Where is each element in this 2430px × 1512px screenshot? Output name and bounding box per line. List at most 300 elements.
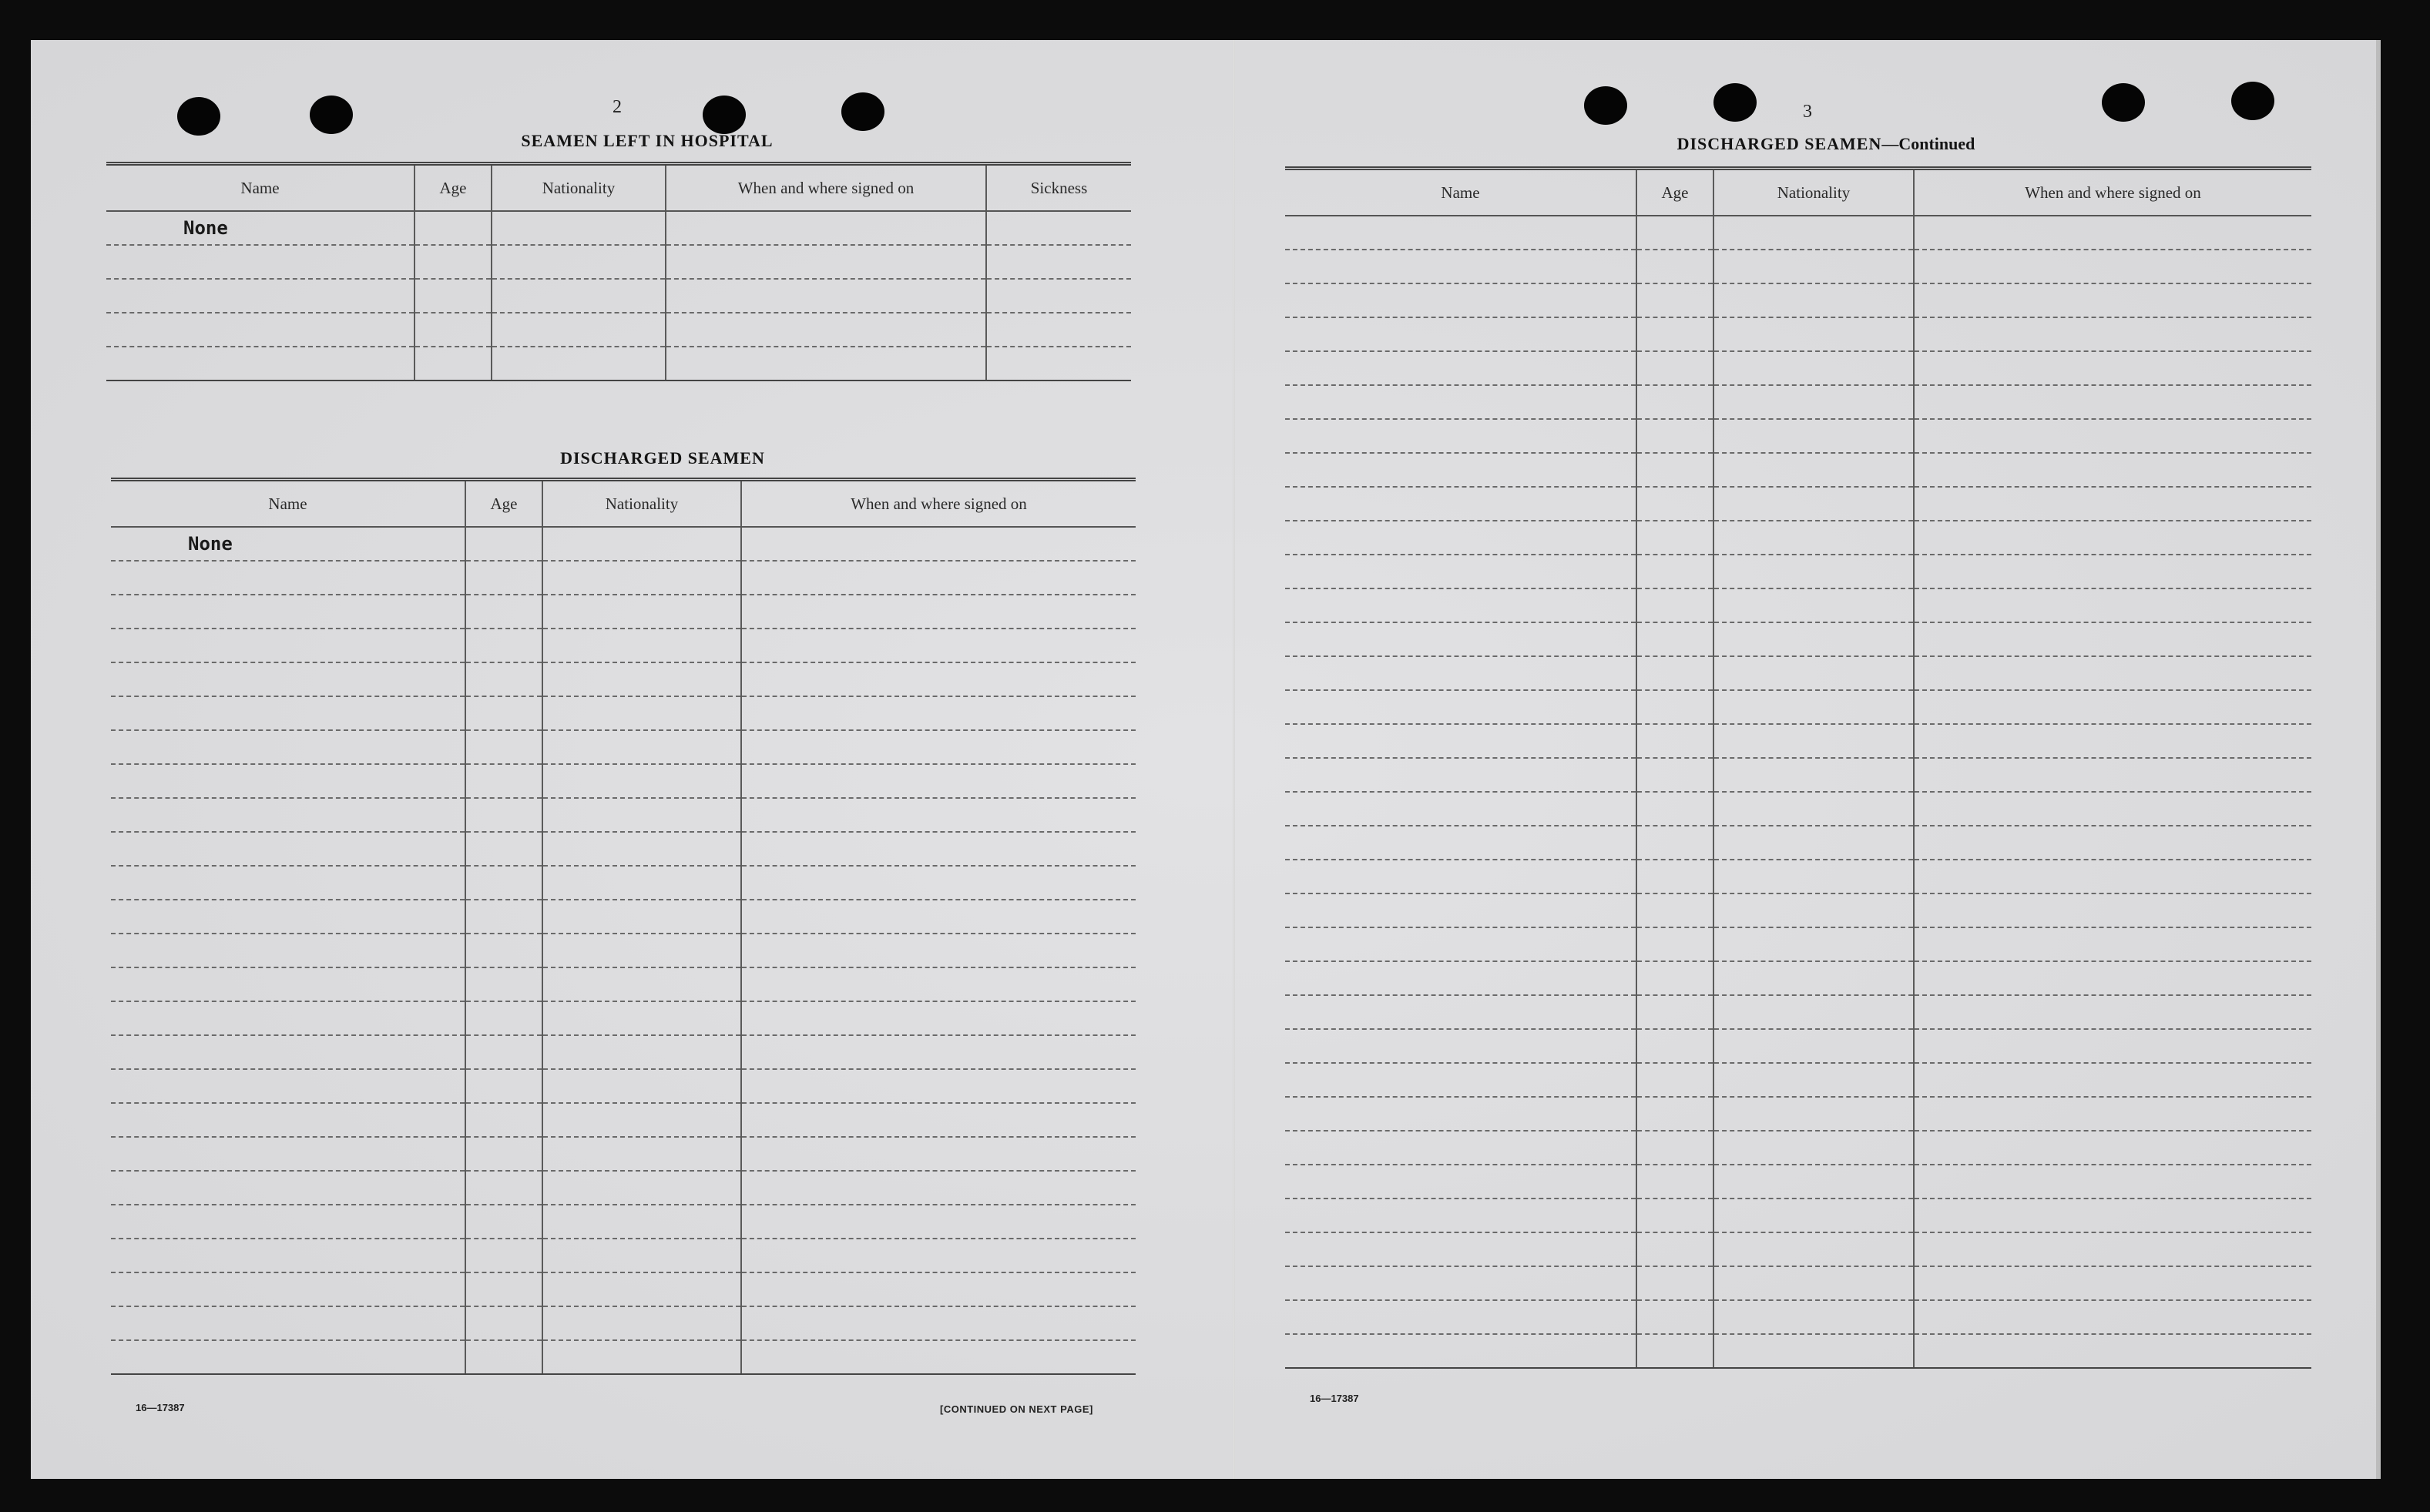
table-row xyxy=(1285,1097,2311,1131)
punch-hole xyxy=(2102,83,2145,122)
blank-cell xyxy=(111,1137,465,1171)
blank-cell xyxy=(1713,690,1914,724)
blank-cell xyxy=(1914,1266,2311,1300)
blank-cell xyxy=(741,1306,1136,1340)
blank-cell xyxy=(1285,758,1636,792)
blank-cell xyxy=(111,1103,465,1137)
table-row xyxy=(1285,758,2311,792)
blank-cell xyxy=(465,561,542,595)
hospital-entry: None xyxy=(106,211,415,245)
blank-cell xyxy=(542,629,741,662)
blank-cell xyxy=(111,900,465,934)
blank-cell xyxy=(741,798,1136,832)
hospital-table xyxy=(106,162,1131,381)
table-row xyxy=(1285,1266,2311,1300)
table-row xyxy=(1285,351,2311,385)
blank-cell xyxy=(1713,317,1914,351)
blank-cell xyxy=(1285,622,1636,656)
blank-cell xyxy=(1914,1232,2311,1266)
table-row xyxy=(111,629,1136,662)
table-row xyxy=(1285,860,2311,893)
table-row xyxy=(1285,419,2311,453)
blank-cell xyxy=(111,798,465,832)
blank-cell xyxy=(1285,283,1636,317)
blank-cell xyxy=(1713,622,1914,656)
blank-cell xyxy=(1636,521,1713,555)
column-header-nationality: Nationality xyxy=(542,480,741,528)
table-row xyxy=(111,1137,1136,1171)
blank-cell xyxy=(1914,826,2311,860)
blank-cell xyxy=(1713,656,1914,690)
blank-cell xyxy=(1713,1334,1914,1368)
blank-cell xyxy=(1636,690,1713,724)
table-row xyxy=(1285,656,2311,690)
blank-cell xyxy=(1636,893,1713,927)
blank-cell xyxy=(542,1306,741,1340)
blank-cell xyxy=(1713,385,1914,419)
blank-cell xyxy=(111,866,465,900)
blank-cell xyxy=(741,967,1136,1001)
blank-cell xyxy=(741,1340,1136,1374)
blank-cell xyxy=(1914,250,2311,283)
blank-cell xyxy=(1285,1097,1636,1131)
blank-cell xyxy=(1914,385,2311,419)
blank-cell xyxy=(741,629,1136,662)
table-row xyxy=(1285,927,2311,961)
blank-cell xyxy=(741,1239,1136,1272)
blank-cell xyxy=(465,595,542,629)
blank-cell xyxy=(465,1171,542,1205)
discharged-continued-title-suffix: —Continued xyxy=(1881,134,1975,153)
table-row xyxy=(1285,317,2311,351)
blank-cell xyxy=(741,900,1136,934)
blank-cell xyxy=(111,1239,465,1272)
blank-cell xyxy=(1636,1165,1713,1199)
blank-cell xyxy=(741,696,1136,730)
blank-cell xyxy=(1636,487,1713,521)
blank-cell xyxy=(1713,826,1914,860)
table-row xyxy=(111,662,1136,696)
blank-cell xyxy=(1713,724,1914,758)
blank-cell xyxy=(542,696,741,730)
blank-cell xyxy=(741,934,1136,967)
blank-cell xyxy=(1285,1131,1636,1165)
blank-cell xyxy=(465,1137,542,1171)
blank-cell xyxy=(1914,419,2311,453)
table-row xyxy=(1285,690,2311,724)
table-row xyxy=(111,595,1136,629)
discharged-table xyxy=(111,478,1136,1375)
blank-cell xyxy=(1713,419,1914,453)
blank-cell xyxy=(1914,283,2311,317)
blank-cell xyxy=(1285,317,1636,351)
blank-cell xyxy=(465,1001,542,1035)
blank-cell xyxy=(741,1137,1136,1171)
blank-cell xyxy=(1713,521,1914,555)
table-row xyxy=(111,1340,1136,1374)
blank-cell xyxy=(542,1272,741,1306)
blank-cell xyxy=(111,696,465,730)
blank-cell xyxy=(542,730,741,764)
blank-cell xyxy=(111,1171,465,1205)
blank-cell xyxy=(1914,453,2311,487)
table-row xyxy=(111,1069,1136,1103)
blank-cell xyxy=(1914,1097,2311,1131)
blank-cell xyxy=(1636,995,1713,1029)
form-code-right: 16—17387 xyxy=(1310,1393,1359,1404)
blank-cell xyxy=(1914,216,2311,250)
blank-cell xyxy=(1285,521,1636,555)
blank-cell xyxy=(465,832,542,866)
blank-cell xyxy=(542,764,741,798)
punch-hole xyxy=(841,92,884,131)
blank-cell xyxy=(1914,995,2311,1029)
table-row xyxy=(111,832,1136,866)
blank-cell xyxy=(111,1001,465,1035)
blank-cell xyxy=(1914,656,2311,690)
blank-cell xyxy=(1713,995,1914,1029)
blank-cell xyxy=(741,1205,1136,1239)
blank-cell xyxy=(465,934,542,967)
blank-cell xyxy=(542,1239,741,1272)
blank-cell xyxy=(1285,487,1636,521)
blank-cell xyxy=(741,1035,1136,1069)
punch-hole xyxy=(1713,83,1757,122)
blank-cell xyxy=(1636,1131,1713,1165)
blank-cell xyxy=(1285,250,1636,283)
column-header-signed-on: When and where signed on xyxy=(741,480,1136,528)
blank-cell xyxy=(111,1272,465,1306)
blank-cell xyxy=(1636,724,1713,758)
blank-cell xyxy=(1636,453,1713,487)
blank-cell xyxy=(465,1272,542,1306)
blank-cell xyxy=(465,866,542,900)
table-row xyxy=(1285,1300,2311,1334)
blank-cell xyxy=(542,595,741,629)
blank-cell xyxy=(1285,555,1636,588)
blank-cell xyxy=(1713,588,1914,622)
blank-cell xyxy=(542,832,741,866)
blank-cell xyxy=(1636,1029,1713,1063)
blank-cell xyxy=(1285,690,1636,724)
blank-cell xyxy=(1636,758,1713,792)
blank-cell xyxy=(542,900,741,934)
table-row xyxy=(111,1272,1136,1306)
table-row xyxy=(1285,216,2311,250)
blank-cell xyxy=(542,1001,741,1035)
blank-cell xyxy=(1285,216,1636,250)
blank-cell xyxy=(1914,927,2311,961)
blank-cell xyxy=(1285,995,1636,1029)
table-row xyxy=(1285,453,2311,487)
blank-cell xyxy=(1914,792,2311,826)
blank-cell xyxy=(465,1340,542,1374)
table-row xyxy=(1285,792,2311,826)
blank-cell xyxy=(1713,555,1914,588)
blank-cell xyxy=(542,662,741,696)
blank-cell xyxy=(1713,1097,1914,1131)
blank-cell xyxy=(1914,622,2311,656)
blank-cell xyxy=(542,967,741,1001)
blank-cell xyxy=(111,730,465,764)
blank-cell xyxy=(1713,758,1914,792)
blank-cell xyxy=(1285,385,1636,419)
table-row xyxy=(111,1205,1136,1239)
blank-cell xyxy=(741,1103,1136,1137)
punch-hole xyxy=(703,96,746,134)
blank-cell xyxy=(1914,860,2311,893)
blank-cell xyxy=(1636,1097,1713,1131)
blank-cell xyxy=(1636,1334,1713,1368)
blank-cell xyxy=(111,662,465,696)
blank-cell xyxy=(1285,1232,1636,1266)
page-number-right: 3 xyxy=(1803,102,1812,122)
punch-hole xyxy=(2231,82,2274,120)
blank-cell xyxy=(1713,1063,1914,1097)
table-row xyxy=(111,1001,1136,1035)
blank-cell xyxy=(465,662,542,696)
blank-cell xyxy=(1285,1165,1636,1199)
blank-cell xyxy=(741,1069,1136,1103)
page-fold xyxy=(1233,40,1235,1479)
blank-cell xyxy=(465,764,542,798)
blank-cell xyxy=(741,832,1136,866)
table-row xyxy=(1285,1029,2311,1063)
blank-cell xyxy=(1285,927,1636,961)
blank-cell xyxy=(111,934,465,967)
blank-cell xyxy=(1636,283,1713,317)
column-header-nationality: Nationality xyxy=(1713,169,1914,216)
blank-cell xyxy=(1285,961,1636,995)
blank-cell xyxy=(1636,1063,1713,1097)
blank-cell xyxy=(1713,216,1914,250)
punch-hole xyxy=(310,96,353,134)
blank-cell xyxy=(1914,758,2311,792)
discharged-entry: None xyxy=(111,527,465,561)
blank-cell xyxy=(1636,1266,1713,1300)
column-header-nationality: Nationality xyxy=(492,164,666,212)
column-header-age: Age xyxy=(415,164,492,212)
column-header-name: Name xyxy=(106,164,415,212)
column-header-signed-on: When and where signed on xyxy=(666,164,986,212)
blank-cell xyxy=(1636,419,1713,453)
blank-cell xyxy=(465,1103,542,1137)
blank-cell xyxy=(1636,250,1713,283)
blank-cell xyxy=(1636,826,1713,860)
blank-cell xyxy=(1914,1300,2311,1334)
table-row xyxy=(111,696,1136,730)
blank-cell xyxy=(1713,1266,1914,1300)
blank-cell xyxy=(465,629,542,662)
table-row xyxy=(111,1171,1136,1205)
blank-cell xyxy=(1914,1029,2311,1063)
table-row xyxy=(1285,1334,2311,1368)
blank-cell xyxy=(1285,419,1636,453)
blank-cell xyxy=(465,798,542,832)
blank-cell xyxy=(1713,893,1914,927)
blank-cell xyxy=(542,1103,741,1137)
table-row xyxy=(1285,1232,2311,1266)
blank-cell xyxy=(111,1205,465,1239)
blank-cell xyxy=(1713,1165,1914,1199)
blank-cell xyxy=(1914,487,2311,521)
blank-cell xyxy=(1914,1334,2311,1368)
blank-cell xyxy=(542,1205,741,1239)
blank-cell xyxy=(465,1069,542,1103)
table-row xyxy=(1285,1063,2311,1097)
table-row xyxy=(111,900,1136,934)
blank-cell xyxy=(1636,555,1713,588)
blank-cell xyxy=(1636,216,1713,250)
blank-cell xyxy=(1713,453,1914,487)
column-header-age: Age xyxy=(1636,169,1713,216)
table-row xyxy=(1285,961,2311,995)
blank-cell xyxy=(1636,656,1713,690)
column-header-sickness: Sickness xyxy=(986,164,1131,212)
blank-cell xyxy=(1914,690,2311,724)
blank-cell xyxy=(741,764,1136,798)
blank-cell xyxy=(465,900,542,934)
blank-cell xyxy=(1713,283,1914,317)
blank-cell xyxy=(1285,453,1636,487)
table-row xyxy=(111,1035,1136,1069)
blank-cell xyxy=(1713,351,1914,385)
table-row xyxy=(1285,1199,2311,1232)
blank-cell xyxy=(741,561,1136,595)
blank-cell xyxy=(1285,588,1636,622)
blank-cell xyxy=(465,1306,542,1340)
blank-cell xyxy=(1914,893,2311,927)
blank-cell xyxy=(1636,1300,1713,1334)
blank-cell xyxy=(1636,961,1713,995)
punch-hole xyxy=(1584,86,1627,125)
blank-cell xyxy=(111,561,465,595)
table-row xyxy=(1285,588,2311,622)
form-code-left: 16—17387 xyxy=(136,1402,185,1413)
table-row xyxy=(111,798,1136,832)
blank-cell xyxy=(111,764,465,798)
blank-cell xyxy=(111,967,465,1001)
table-row xyxy=(1285,555,2311,588)
blank-cell xyxy=(465,1035,542,1069)
blank-cell xyxy=(542,866,741,900)
blank-cell xyxy=(1636,385,1713,419)
blank-cell xyxy=(741,866,1136,900)
blank-cell xyxy=(1713,961,1914,995)
blank-cell xyxy=(1285,792,1636,826)
blank-cell xyxy=(111,1340,465,1374)
blank-cell xyxy=(1713,1029,1914,1063)
blank-cell xyxy=(1914,1131,2311,1165)
blank-cell xyxy=(1713,1131,1914,1165)
blank-cell xyxy=(1285,860,1636,893)
blank-cell xyxy=(465,730,542,764)
blank-cell xyxy=(1636,1199,1713,1232)
blank-cell xyxy=(1713,860,1914,893)
blank-cell xyxy=(1914,521,2311,555)
table-row xyxy=(1285,826,2311,860)
blank-cell xyxy=(741,1272,1136,1306)
blank-cell xyxy=(1713,1232,1914,1266)
blank-cell xyxy=(1285,1199,1636,1232)
blank-cell xyxy=(1285,1266,1636,1300)
blank-cell xyxy=(1285,656,1636,690)
blank-cell xyxy=(465,967,542,1001)
column-header-name: Name xyxy=(111,480,465,528)
table-row xyxy=(1285,893,2311,927)
blank-cell xyxy=(1713,792,1914,826)
column-header-signed-on: When and where signed on xyxy=(1914,169,2311,216)
discharged-continued-title-main: DISCHARGED SEAMEN xyxy=(1676,134,1882,153)
blank-cell xyxy=(1285,1334,1636,1368)
ledger-sheet xyxy=(31,40,2381,1479)
blank-cell xyxy=(1285,351,1636,385)
blank-cell xyxy=(1636,317,1713,351)
blank-cell xyxy=(1636,927,1713,961)
blank-cell xyxy=(1636,860,1713,893)
blank-cell xyxy=(465,696,542,730)
table-row xyxy=(1285,1165,2311,1199)
blank-cell xyxy=(1285,1300,1636,1334)
table-row xyxy=(1285,995,2311,1029)
blank-cell xyxy=(1713,487,1914,521)
table-row xyxy=(111,561,1136,595)
blank-cell xyxy=(542,798,741,832)
discharged-continued-table xyxy=(1285,166,2311,1369)
page-number-left: 2 xyxy=(613,97,622,117)
table-row xyxy=(111,967,1136,1001)
table-row xyxy=(1285,622,2311,656)
blank-cell xyxy=(741,1171,1136,1205)
table-row xyxy=(111,1306,1136,1340)
table-row xyxy=(1285,724,2311,758)
blank-cell xyxy=(1713,1300,1914,1334)
blank-cell xyxy=(741,662,1136,696)
blank-cell xyxy=(1285,893,1636,927)
blank-cell xyxy=(1914,351,2311,385)
column-header-name: Name xyxy=(1285,169,1636,216)
hospital-section-title: SEAMEN LEFT IN HOSPITAL xyxy=(521,131,774,150)
table-row xyxy=(1285,521,2311,555)
discharged-section-title: DISCHARGED SEAMEN xyxy=(560,448,765,468)
table-row xyxy=(111,764,1136,798)
blank-cell xyxy=(542,1171,741,1205)
table-row xyxy=(1285,250,2311,283)
punch-hole xyxy=(177,97,220,136)
blank-cell xyxy=(1285,1063,1636,1097)
blank-cell xyxy=(111,595,465,629)
blank-cell xyxy=(1285,1029,1636,1063)
blank-cell xyxy=(1636,1232,1713,1266)
blank-cell xyxy=(1713,250,1914,283)
blank-cell xyxy=(1636,622,1713,656)
table-row xyxy=(111,730,1136,764)
table-row xyxy=(111,866,1136,900)
blank-cell xyxy=(111,1306,465,1340)
blank-cell xyxy=(1636,792,1713,826)
sheet-edge xyxy=(2376,40,2381,1479)
column-header-age: Age xyxy=(465,480,542,528)
blank-cell xyxy=(1636,351,1713,385)
blank-cell xyxy=(465,1239,542,1272)
blank-cell xyxy=(741,730,1136,764)
blank-cell xyxy=(1914,1063,2311,1097)
blank-cell xyxy=(1636,588,1713,622)
blank-cell xyxy=(1914,724,2311,758)
blank-cell xyxy=(741,595,1136,629)
table-row xyxy=(1285,385,2311,419)
blank-cell xyxy=(1914,555,2311,588)
